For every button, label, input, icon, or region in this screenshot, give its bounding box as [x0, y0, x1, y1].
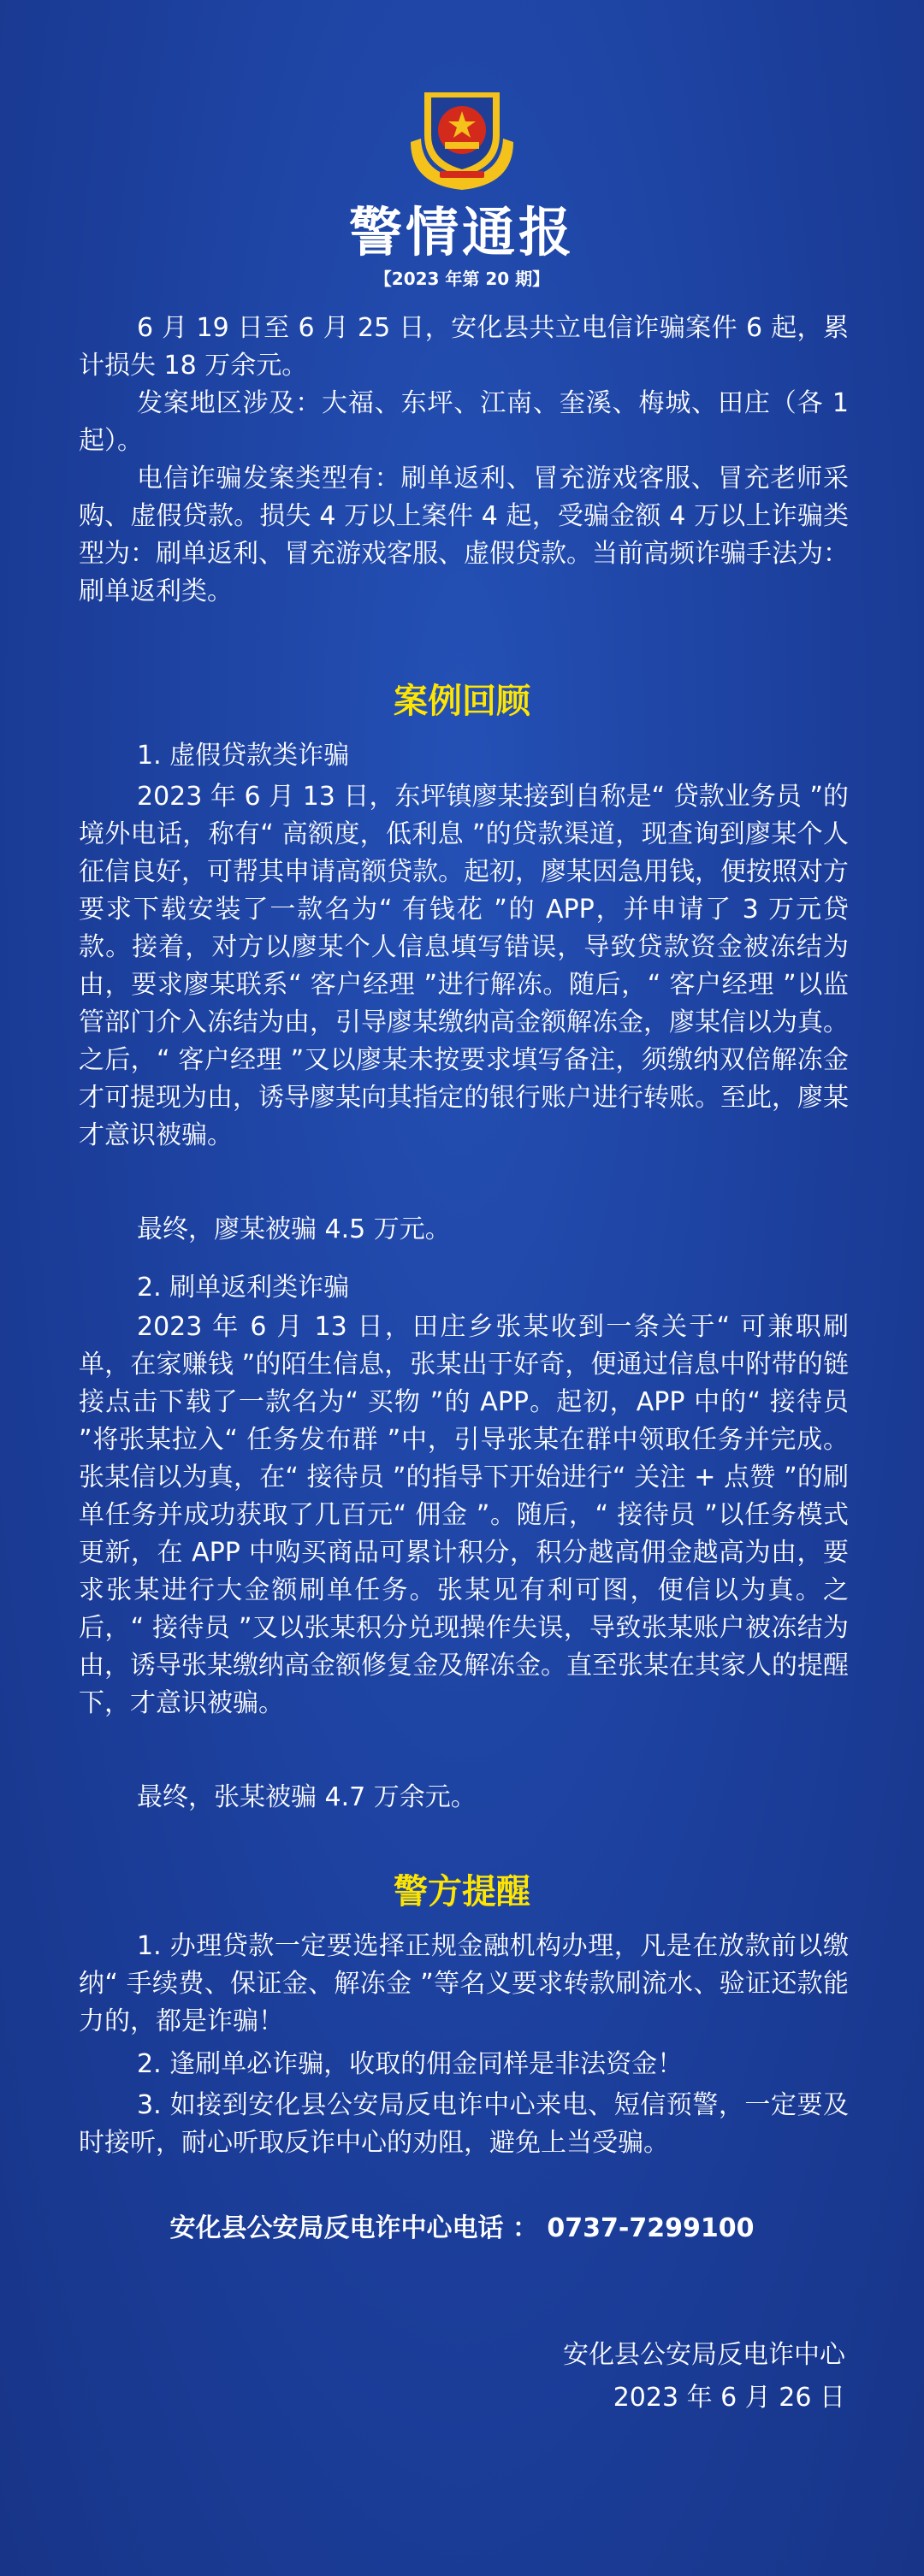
signature-org: 安化县公安局反电诈中心 [563, 2340, 845, 2370]
case-2-title: 2. 刷单返利类诈骗 [137, 1273, 350, 1303]
tip-1: 1. 办理贷款一定要选择正规金融机构办理，凡是在放款前以缴纳“ 手续费、保证金、解冻金 ”等名义要求转款刷流水、验证还款能力的，都是诈骗！ [79, 1931, 849, 2036]
case-2-body: 2023 年 6 月 13 日，田庄乡张某收到一条关于“ 可兼职刷单，在家赚钱 ”的陌生信息，张某出于好奇，便通过信息中附带的链接点击下载了一款名为“ 买物 ”的 APP。起初，APP 中的“ 接待员 ”将张某拉入“ 任务发布群 ”中，引导张某在群中领取任务并完成。张某信以为真，在“ 接待员 ”的指导下开始进行“ 关注 + 点赞 ”的刷单任务并成功获取了几百元“ 佣金 ”。随后，“ 接待员 ”以任务模式更新，在 APP 中购买商品可累计积分，积分越高佣金越高为由，要求张某进行大金额刷单任务。张某见有利可图，便信以为真。之后，“ 接待员 ”又以张某积分兑现操作失误，导致张某账户被冻结为由，诱导张某缴纳高金额修复金及解冻金。直至张某在其家人的提醒下，才意识被骗。 [79, 1312, 849, 1718]
tips-heading: 警方提醒 [394, 1872, 530, 1911]
issue-number: 【2023 年第 20 期】 [374, 269, 550, 289]
cases-heading: 案例回顾 [394, 682, 530, 721]
tip-2: 2. 逢刷单必诈骗，收取的佣金同样是非法资金！ [137, 2049, 684, 2079]
case-1-title: 1. 虚假贷款类诈骗 [137, 741, 350, 771]
police-emblem-icon [402, 75, 522, 195]
intro-paragraph-2: 发案地区涉及：大福、东坪、江南、奎溪、梅城、田庄（各 1 起）。 [79, 388, 849, 456]
hotline-text: 安化县公安局反电诈中心电话 ： 0737-7299100 [169, 2213, 755, 2243]
case-2-result: 最终，张某被骗 4.7 万余元。 [137, 1782, 477, 1812]
tip-3: 3. 如接到安化县公安局反电诈中心来电、短信预警，一定要及时接听，耐心听取反诈中心的劝阻，避免上当受骗。 [79, 2090, 849, 2158]
intro-paragraph-1: 6 月 19 日至 6 月 25 日，安化县共立电信诈骗案件 6 起，累计损失 18 万余元。 [79, 313, 849, 381]
case-1-body: 2023 年 6 月 13 日，东坪镇廖某接到自称是“ 贷款业务员 ”的境外电话，称有“ 高额度，低利息 ”的贷款渠道，现查询到廖某个人征信良好，可帮其申请高额贷款。起初，廖某因急用钱，便按照对方要求下载安装了一款名为“ 有钱花 ”的 APP，并申请了 3 万元贷款。接着，对方以廖某个人信息填写错误，导致贷款资金被冻结为由，要求廖某联系“ 客户经理 ”进行解冻。随后，“ 客户经理 ”以监管部门介入冻结为由，引导廖某缴纳高金额解冻金，廖某信以为真。之后，“ 客户经理 ”又以廖某未按要求填写备注，须缴纳双倍解冻金才可提现为由，诱导廖某向其指定的银行账户进行转账。至此，廖某才意识被骗。 [79, 782, 849, 1150]
notice-title: 警情通报 [348, 201, 575, 263]
intro-paragraph-3: 电信诈骗发案类型有：刷单返利、冒充游戏客服、冒充老师采购、虚假贷款。损失 4 万以上案件 4 起，受骗金额 4 万以上诈骗类型为：刷单返利、冒充游戏客服、虚假贷款。当前高频诈骗手法为：刷单返利类。 [79, 464, 849, 606]
signature-date: 2023 年 6 月 26 日 [613, 2383, 845, 2413]
case-1-result: 最终，廖某被骗 4.5 万元。 [137, 1214, 451, 1244]
